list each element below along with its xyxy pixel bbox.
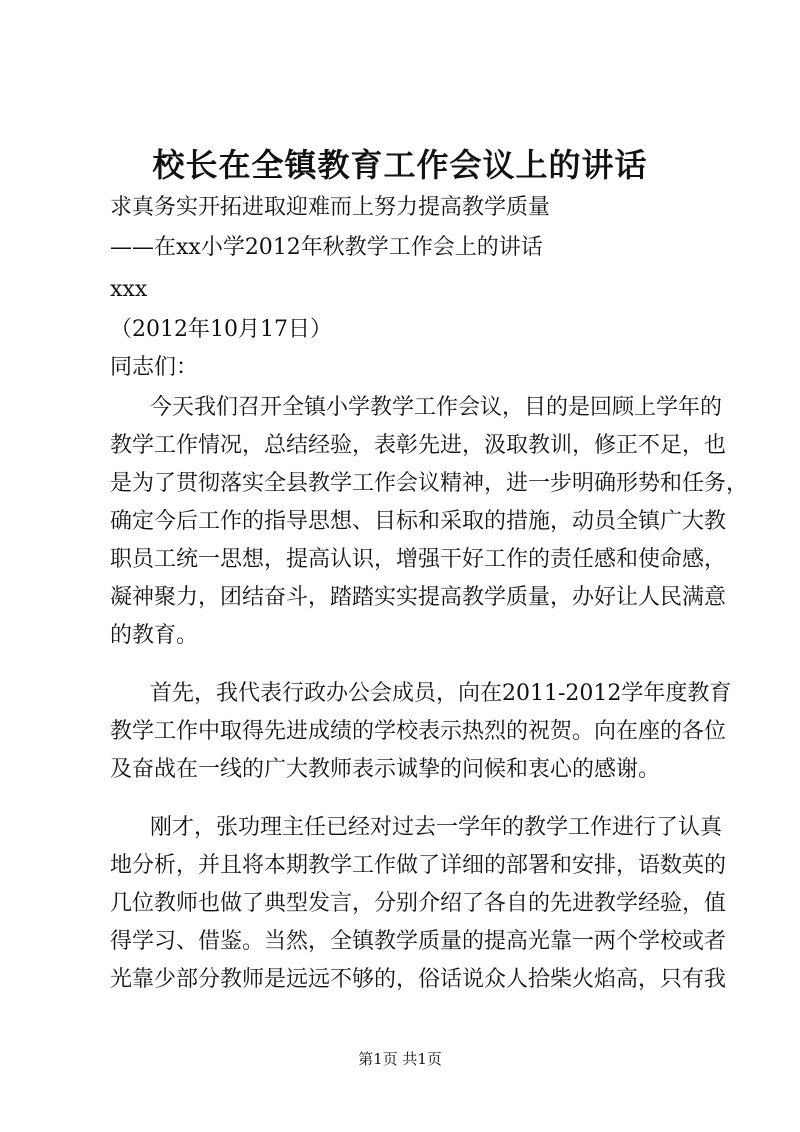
subtitle-line-1: 求真务实开拓进取迎难而上努力提高教学质量 xyxy=(110,195,551,220)
paragraph-1-line: 教学工作情况，总结经验，表彰先进，汲取教训，修正不足，也 xyxy=(110,433,727,458)
paragraph-3-line: 刚才，张功理主任已经对过去一学年的教学工作进行了认真 xyxy=(150,815,723,840)
paragraph-1-line: 确定今后工作的指导思想、目标和采取的措施，动员全镇广大教 xyxy=(110,509,727,534)
paragraph-3-line: 光靠少部分教师是远远不够的，俗话说众人拾柴火焰高，只有我 xyxy=(110,967,727,992)
paragraph-1-line: 是为了贯彻落实全县教学工作会议精神，进一步明确形势和任务， xyxy=(110,471,749,496)
salutation: 同志们： xyxy=(110,355,199,380)
paragraph-1-line: 凝神聚力，团结奋斗，踏踏实实提高教学质量，办好让人民满意 xyxy=(110,585,727,610)
page-footer: 第1页 共1页 xyxy=(358,1050,442,1068)
author-name: xxx xyxy=(110,277,148,302)
paragraph-1-line: 今天我们召开全镇小学教学工作会议，目的是回顾上学年的 xyxy=(150,395,723,420)
paragraph-3-line: 得学习、借鉴。当然，全镇教学质量的提高光靠一两个学校或者 xyxy=(110,929,727,954)
paragraph-1-line: 职员工统一思想，提高认识，增强干好工作的责任感和使命感， xyxy=(110,547,727,572)
paragraph-2-line: 及奋战在一线的广大教师表示诚挚的问候和衷心的感谢。 xyxy=(110,757,661,782)
paragraph-2-line: 教学工作中取得先进成绩的学校表示热烈的祝贺。向在座的各位 xyxy=(110,719,727,744)
paragraph-2-line: 首先，我代表行政办公会成员，向在2011-2012学年度教育 xyxy=(150,681,732,706)
paragraph-1-line: 的教育。 xyxy=(110,623,199,648)
document-title: 校长在全镇教育工作会议上的讲话 xyxy=(152,146,648,184)
subtitle-line-2: ——在xx小学2012年秋教学工作会上的讲话 xyxy=(110,235,543,260)
paragraph-3-line: 地分析，并且将本期教学工作做了详细的部署和安排，语数英的 xyxy=(110,853,727,878)
paragraph-3-line: 几位教师也做了典型发言，分别介绍了各自的先进教学经验，值 xyxy=(110,891,727,916)
speech-date: （2012年10月17日） xyxy=(110,317,332,342)
